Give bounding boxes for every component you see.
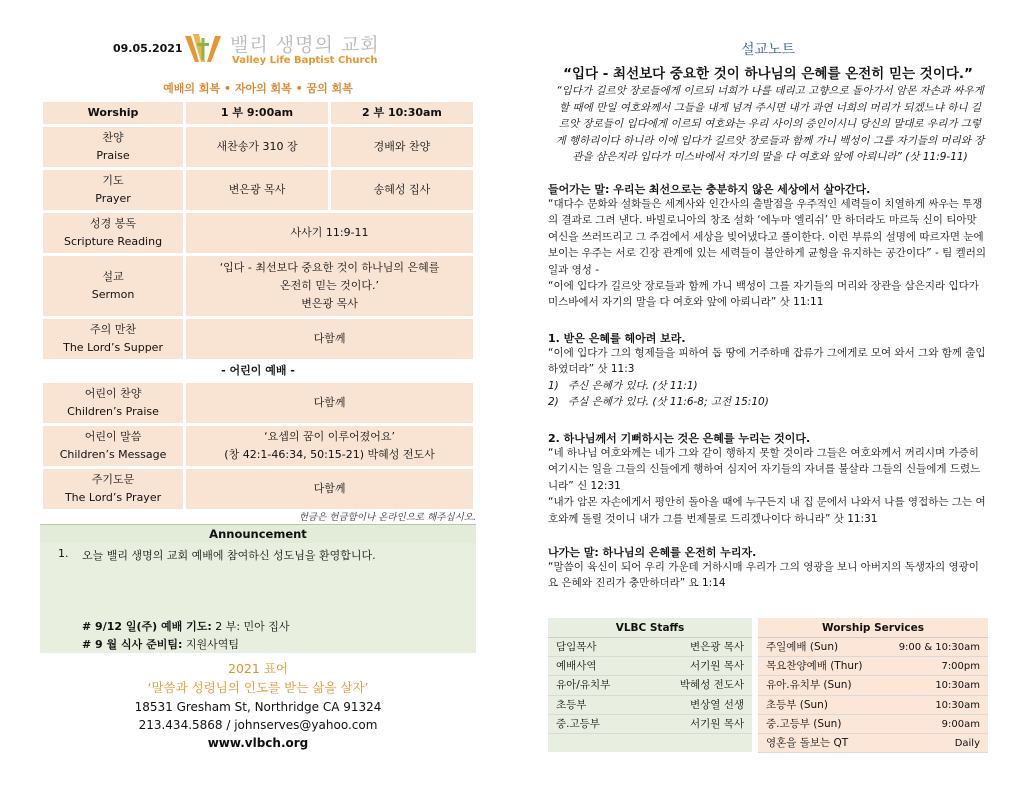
church-website: www.vlbch.org: [207, 736, 309, 750]
intro-body: “대다수 문화와 설화들은 세계사와 인간사의 출발점을 우주적인 세력들이 치열하게 싸우는 투쟁의 결과로 그려 낸다. 바빌로니아의 창조 설화 ‘에누마 엘리쉬’ 만 하더라도 마르둑 신이 티아맛 여신을 쓰러뜨리고 그 주검에서 세상을 빚어냈다고 풀이한다. 이런 부류의 설명에 따르자면 눈에 보이는 우주는 서로 긴장 관계에 있는 세력들이 불안하게 균형을 유지하는 공간이다” - 팀 켈러의 일과 영성 - “이에 입다가 길르앗 장로들과 함께 가니 백성이 그를 자기들의 머리와 장관을 삼은지라 입다가 미스바에서 자기의 말을 다 여호와 앞에 아뢰니라” 삿 11:11: [548, 198, 987, 309]
year-motto-title: 2021 표어: [228, 661, 288, 676]
church-address: 18531 Gresham St, Northridge CA 91324: [134, 700, 382, 714]
table-row: [43, 256, 473, 316]
announcement-text: 오늘 밸리 생명의 교회 예배에 참여하신 성도님을 환영합니다.: [82, 549, 376, 562]
point-one-body: “이에 입다가 그의 형제들을 피하여 돕 땅에 거주하매 잡류가 그에게로 모여 와서 그와 함께 출입하였더라” 삿 11:3 1) 주신 은혜가 있다. (삿 11:1) 2) 주실 은혜가 있다. (삿 11:6-8; 고전 15:10): [548, 347, 986, 409]
row-value: 다함께: [186, 469, 473, 509]
table-row: [43, 170, 473, 210]
header-worship: Worship: [43, 102, 183, 124]
list-item: 유아.유치부 (Sun) 10:30am: [758, 676, 988, 695]
list-item: 유아/유치부 박혜성 전도사: [548, 676, 752, 695]
header-first-service: 1 부 9:00am: [186, 102, 328, 124]
row-value: ‘입다 - 최선보다 중요한 것이 하나님의 은혜를 온전히 믿는 것이다.’ 변은광 목사: [186, 256, 473, 316]
list-item: 예배사역 서기원 목사: [548, 657, 752, 676]
row-value: 송혜성 집사: [331, 170, 473, 210]
row-value: 새찬송가 310 장: [186, 127, 328, 167]
row-value: 다함께: [186, 383, 473, 423]
row-value: ‘요셉의 꿈이 이루어졌어요’ (창 42:1-46:34, 50:15-21) 박혜성 전도사: [186, 426, 473, 466]
offering-note: 헌금은 헌금함이나 온라인으로 해주십시오.: [298, 512, 476, 523]
scripture-passage: “입다가 길르앗 장로들에게 이르되 너희가 나를 데리고 고향으로 돌아가서 암몬 자손과 싸우게 할 때에 만일 여호와께서 그들을 내게 넘겨 주시면 내가 과연 너희의 머리가 되겠느냐 하니 길르앗 장로들이 입다에게 이르되 여호와는 우리 사이의 증인이시니 당신의 말대로 우리가 그렇게 행하리이다 하니라 이에 입다가 길르앗 장로들과 함께 가니 백성이 그를 자기들의 머리와 장관을 삼은지라 입다가 미스바에서 자기의 말을 다 여호와 앞에 아뢰니라” (삿 11:9-11): [555, 85, 985, 164]
point-two-heading: 2. 하나님께서 기뻐하시는 것은 은혜를 누리는 것이다.: [548, 432, 811, 445]
row-value: 사사기 11:9-11: [186, 213, 473, 253]
announcement-meal-team: # 9 월 식사 준비팀: 지원사역팀: [82, 638, 239, 651]
closing-body: “말씀이 육신이 되어 우리 가운데 거하시매 우리가 그의 영광을 보니 아버지의 독생자의 영광이요 은혜와 진리가 충만하더라” 요 1:14: [548, 561, 979, 590]
row-label: 찬양 Praise: [43, 127, 183, 167]
table-row: [43, 127, 473, 167]
table-header-row: [43, 102, 473, 124]
row-label: 어린이 찬양 Children’s Praise: [43, 383, 183, 423]
row-label: 주기도문 The Lord’s Prayer: [43, 469, 183, 509]
list-item: 중.고등부 (Sun) 9:00am: [758, 715, 988, 734]
point-two-body: “네 하나님 여호와께는 네가 그와 같이 행하지 못할 것이라 그들은 여호와께서 꺼리시며 가증히 여기시는 일을 그들의 신들에게 행하여 심지어 자기들의 자녀를 불살라 그들의 신들에게 드렸느니라” 신 12:31 “내가 암몬 자손에게서 평안히 돌아올 때에 누구든지 내 집 문에서 나와서 나를 영접하는 그는 여호와께 돌릴 것이니 내가 그를 번제물로 드리겠나이다 하니라” 삿 11:31: [548, 447, 986, 525]
table-row: [43, 426, 473, 466]
staff-title: VLBC Staffs: [548, 618, 752, 638]
row-value: 변은광 목사: [186, 170, 328, 210]
church-logo-icon: [183, 32, 223, 66]
row-label: 기도 Prayer: [43, 170, 183, 210]
table-row: [43, 469, 473, 509]
list-item: 초등부 변상열 선생: [548, 696, 752, 715]
table-row: [43, 213, 473, 253]
row-value: 다함께: [186, 319, 473, 359]
row-label: 성경 봉독 Scripture Reading: [43, 213, 183, 253]
bulletin-theme: 예배의 회복 • 자아의 회복 • 꿈의 회복: [163, 82, 353, 95]
row-label: 어린이 말씀 Children’s Message: [43, 426, 183, 466]
row-label: 설교 Sermon: [43, 256, 183, 316]
announcement-title: Announcement: [40, 524, 476, 543]
church-name-english: Valley Life Baptist Church: [232, 55, 378, 66]
list-item: 목요찬양예배 (Thur) 7:00pm: [758, 657, 988, 676]
list-item: 영혼을 돌보는 QT Daily: [758, 734, 988, 753]
list-item: 초등부 (Sun) 10:30am: [758, 696, 988, 715]
closing-heading: 나가는 말: 하나님의 은혜를 온전히 누리자.: [548, 546, 757, 559]
bulletin-date: 09.05.2021: [113, 42, 183, 55]
services-title: Worship Services: [758, 618, 988, 638]
intro-heading: 들어가는 말: 우리는 최선으로는 충분하지 않은 세상에서 살아간다.: [548, 183, 871, 196]
sermon-note-title: 설교노트: [740, 42, 796, 58]
announcement-number: 1.: [58, 547, 69, 560]
year-motto: ‘말씀과 성령님의 인도를 받는 삶을 살자’: [147, 680, 369, 695]
staff-table: [548, 618, 752, 752]
church-contact: 213.434.5868 / johnserves@yahoo.com: [138, 718, 378, 732]
sermon-heading: “입다 - 최선보다 중요한 것이 하나님의 은혜를 온전히 믿는 것이다.”: [563, 66, 973, 82]
table-row: [43, 319, 473, 359]
row-label: 주의 만찬 The Lord’s Supper: [43, 319, 183, 359]
services-table: [758, 618, 988, 752]
church-name-korean: 밸리 생명의 교회: [230, 34, 380, 56]
row-value: 경배와 찬양: [331, 127, 473, 167]
list-item: 중.고등부 서기원 목사: [548, 715, 752, 734]
children-worship-divider: - 어린이 예배 -: [43, 362, 473, 380]
table-row: [43, 383, 473, 423]
worship-order-table: [40, 99, 476, 512]
announcement-prayer: # 9/12 일(주) 예배 기도: 2 부: 민아 집사: [82, 620, 290, 633]
header-second-service: 2 부 10:30am: [331, 102, 473, 124]
list-item: 담임목사 변은광 목사: [548, 638, 752, 657]
list-item: 주일예배 (Sun) 9:00 & 10:30am: [758, 638, 988, 657]
point-one-heading: 1. 받은 은혜를 헤아려 보라.: [548, 332, 686, 345]
